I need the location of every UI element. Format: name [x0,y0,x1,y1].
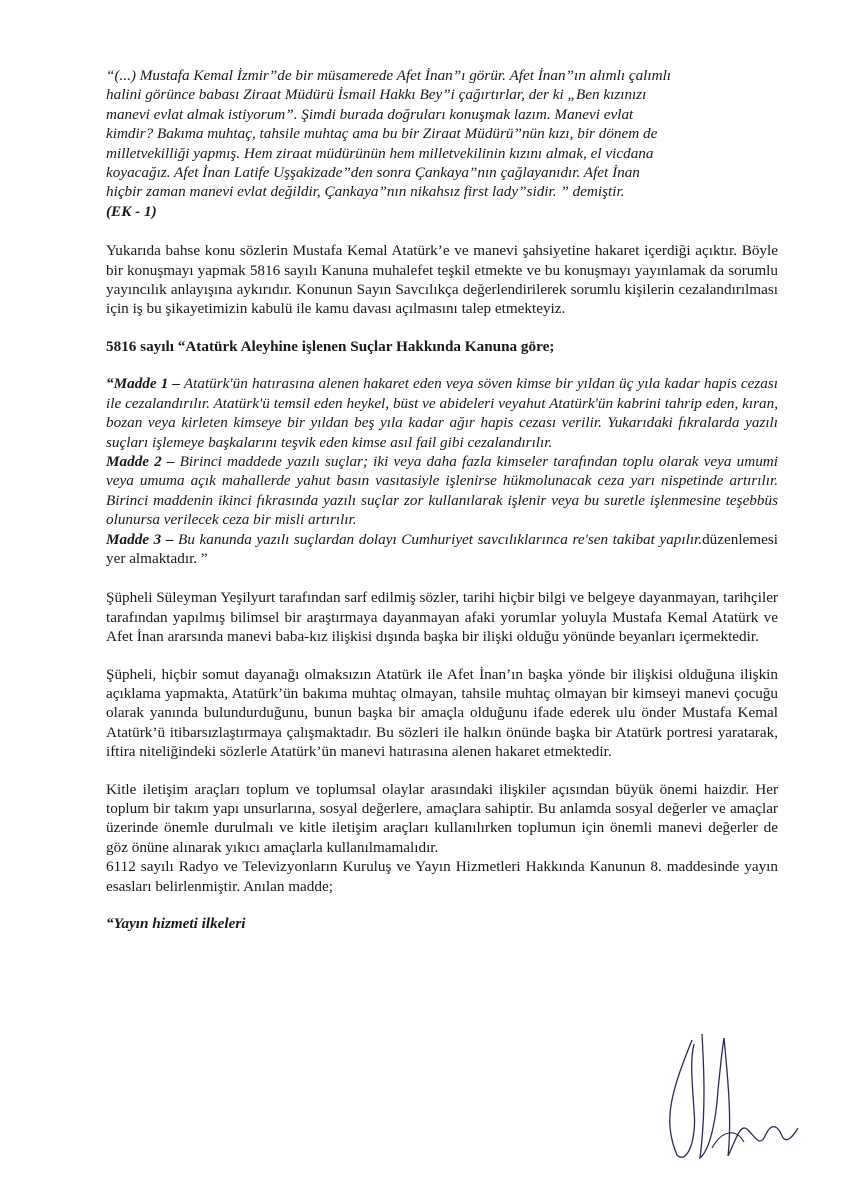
law-articles [106,374,778,568]
article-text: Bu kanunda yazılı suçlardan dolayı Cumhuriyet savcılıklarınca re'sen takibat yapılır. [173,530,703,548]
article-text: Birinci maddede yazılı suçlar; iki veya daha fazla kimseler tarafından toplu olarak veya umumi veya umuma açık mahallerde yahut basın vasıtasiyle işlenirse hükmolunacak ceza yarı nispetinde artırılır. Birinci maddenin ikinci fıkrasında yazılı suçlar zor kullanılarak işlenir veya bu suretle işlenmesine teşebbüs olunursa verilecek ceza bir misli artırılır. [106,452,778,529]
suspect-claims-paragraph: Şüpheli, hiçbir somut dayanağı olmaksızın Atatürk ile Afet İnan’ın başka yönde bir ilişkisi olduğuna ilişkin açıklama yapmakta, Atatürk’ün bakıma muhtaç olmayan, tahsile muhtaç olmayan bir kimseyi manevi çocuğu olarak yanında bulundurduğunu, bunun başka bir amaçla olduğunu ifade ederek ulu önder Mustafa Kemal Atatürk’ü itibarsızlaştırmaya çalışmaktadır. Bu sözleri ile halkın önünde başka bir Atatürk portresi yaratarak, iftira niteliğindeki sözlerle Atatürk’ün manevi hatırasına alenen hakaret etmektedir. [106,665,778,761]
quote-line: kimdir? Bakıma muhtaç, tahsile muhtaç ama bu bir Ziraat Müdürü”nün kızı, bir dönem de [106,125,658,143]
complaint-paragraph: Yukarıda bahse konu sözlerin Mustafa Kemal Atatürk’e ve manevi şahsiyetine hakaret içerdiği açıktır. Böyle bir konuşmayı yapmak 5816 sayılı Kanuna muhalefet teşkil etmekte ve bu konuşmayı yayınlamak da sorumlu yayıncılık anlayışına aykırıdır. Konunun Sayın Savcılıkça değerlendirilerek sorumlu kişilerin cezalandırılması için iş bu şikayetimizin kabulü ile kamu davası açılmasını talep etmekteyiz. [106,242,778,318]
quote-line: milletvekilliği yapmış. Hem ziraat müdürünün hem milletvekilinin kızını almak, el vicdana [106,144,654,162]
quote-line: koyacağız. Afet İnan Latife Uşşakizade”den sonra Çankaya”nın çağlayanıdır. Afet İnan [106,164,640,182]
broadcast-law-paragraph: 6112 sayılı Radyo ve Televizyonların Kuruluş ve Yayın Hizmetleri Hakkında Kanunun 8. maddesinde yayın esasları belirlenmiştir. Anılan madde; [106,858,778,895]
suspect-statement-paragraph: Şüpheli Süleyman Yeşilyurt tarafından sarf edilmiş sözler, tarihi hiçbir bilgi ve belgeye dayanmayan, tarihçiler tarafından yapılmış bilimsel bir araştırmaya dayanmayan afaki yorumlar yoluyla Mustafa Kemal Atatürk ve Afet İnan ararsında manevi baba-kız ilişkisi dışında başka bir ilişki olduğu yönünde beyanları içermektedir. [106,589,778,646]
article-label: Madde 3 – [106,530,174,548]
quoted-statement [106,66,778,202]
article-2 [106,452,778,530]
article-label: “Madde 1 – [106,375,181,393]
article-1 [106,374,778,452]
law-heading: 5816 sayılı “Atatürk Aleyhine işlenen Suçlar Hakkında Kanuna göre; [106,337,555,355]
quote-line: “(...) Mustafa Kemal İzmir”de bir müsamerede Afet İnan”ı görür. Afet İnan”ın alımlı çalımlı [106,67,672,84]
quote-line: manevi evlat almak istiyorum”. Şimdi burada doğruları konuşmak lazım. Manevi evlat [106,105,634,123]
annex-reference: (EK - 1) [106,202,157,220]
quote-line: halini görünce babası Ziraat Müdürü İsmail Hakkı Bey”i çağırtırlar, der ki „Ben kızınızı [106,86,647,104]
document-body [106,66,778,933]
quote-line: hiçbir zaman manevi evlat değildir, Çankaya”nın nikahsız first lady”sidir. ” demiştir. [106,183,625,201]
article-text: Atatürk'ün hatırasına alenen hakaret eden veya söven kimse bir yıldan üç yıla kadar hapis cezası ile cezalandırılır. Atatürk'ü temsil eden heykel, büst ve abideleri veyahut Atatürk'ün kabrini tahrip eden, kıran, bozan veya kirleten kimseye bir yıldan beş yıla kadar ağır hapis cezası verilir. Yukarıdaki fıkralarda yazılı suçları işlemeye başkalarını teşvik eden kimse asıl fail gibi cezalandırılır. [106,375,779,451]
signature-image [632,1030,812,1170]
article-3 [106,530,778,569]
article-label: Madde 2 – [106,452,175,470]
article-tail: düzenlemesi yer almaktadır. ” [106,530,778,567]
mass-media-paragraph: Kitle iletişim araçları toplum ve toplumsal olaylar arasındaki ilişkiler açısından büyük önemi haizdir. Her toplum bir takım yapı unsurlarına, sosyal değerlere, amaçlara sahiptir. Bu anlamda sosyal değerler ve amaçlar üzerinde önemle durulmalı ve kitle iletişim araçları kullanılırken toplumun için önemli manevi değerler de göz önüne alınarak yıkıcı amaçlarla kullanılmamalıdır. [106,780,778,856]
broadcast-principles-heading: “Yayın hizmeti ilkeleri [106,915,246,933]
